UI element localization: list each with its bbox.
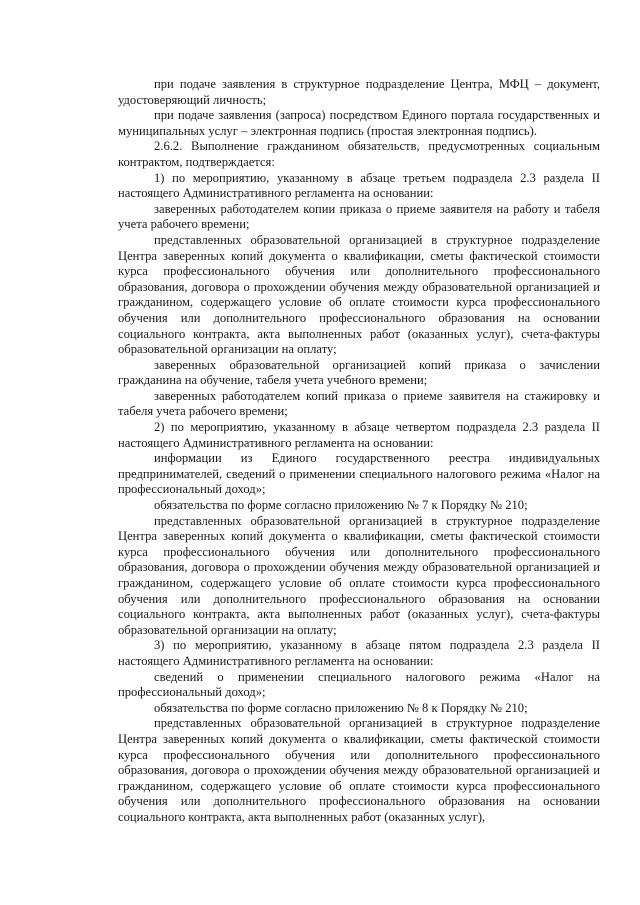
paragraph-1: при подаче заявления в структурное подразделение Центра, МФЦ – документ, удостоверяющий личность; [118,77,600,107]
paragraph-4: 1) по мероприятию, указанному в абзаце третьем подраздела 2.3 раздела II настоящего Административного регламента на основании: [118,170,600,201]
paragraph-3: 2.6.2. Выполнение гражданином обязательств, предусмотренных социальным контрактом, подтверждается: [118,139,600,169]
paragraph-11: обязательства по форме согласно приложению № 7 к Порядку № 210; [154,498,528,513]
paragraph-13: 3) по мероприятию, указанному в абзаце пятом подраздела 2.3 раздела II настоящего Административного регламента на основании: [118,638,600,668]
paragraph-5: заверенных работодателем копии приказа о приеме заявителя на работу и табеля учета рабочего времени; [118,201,600,232]
document-page [118,77,600,826]
paragraph-2: при подаче заявления (запроса) посредством Единого портала государственных и муниципальных услуг – электронная подпись (простая электронная подпись). [118,108,600,138]
paragraph-8: заверенных работодателем копий приказа о приеме заявителя на стажировку и табеля учета рабочего времени; [118,388,600,419]
paragraph-10: информации из Единого государственного реестра индивидуальных предпринимателей, сведений о применении специального налогового режима «Налог на профессиональный доход»; [118,451,600,497]
paragraph-15: обязательства по форме согласно приложению № 8 к Порядку № 210; [154,700,528,715]
paragraph-16: представленных образовательной организацией в структурное подразделение Центра заверенных копий документа о квалификации, сметы фактической стоимости курса профессионального обучения или дополнительного профессионального образования, договора о прохождении обучения между образовательной организацией и гражданином, содержащего условие об оплате стоимости курса профессионального обучения или дополнительного профессионального образования на основании социального контракта, акта выполненных работ (оказанных услуг), [118,716,600,824]
paragraph-6: представленных образовательной организацией в структурное подразделение Центра заверенных копий документа о квалификации, сметы фактической стоимости курса профессионального обучения или дополнительного профессионального образования, договора о прохождении обучения между образовательной организацией и гражданином, содержащего условие об оплате стоимости курса профессионального обучения или дополнительного профессионального образования на основании социального контракта, акта выполненных работ (оказанных услуг), счета-фактуры образовательной организации на оплату; [118,232,600,357]
paragraph-9: 2) по мероприятию, указанному в абзаце четвертом подраздела 2.3 раздела II настоящего Административного регламента на основании: [118,420,600,450]
paragraph-12: представленных образовательной организацией в структурное подразделение Центра заверенных копий документа о квалификации, сметы фактической стоимости курса профессионального обучения или дополнительного профессионального образования, договора о прохождении обучения между образовательной организацией и гражданином, содержащего условие об оплате стоимости курса профессионального обучения или дополнительного профессионального образования на основании социального контракта, акта выполненных работ (оказанных услуг), счета-фактуры образовательной организации на оплату; [118,513,600,637]
paragraph-7: заверенных образовательной организацией копий приказа о зачислении гражданина на обучение, табеля учета учебного времени; [118,357,600,388]
paragraph-14: сведений о применении специального налогового режима «Налог на профессиональный доход»; [118,669,600,700]
